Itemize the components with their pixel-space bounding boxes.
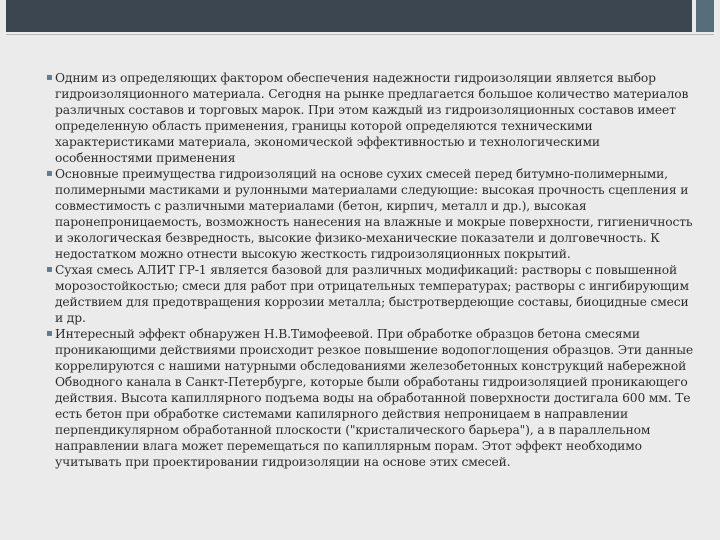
title-bar-divider (6, 34, 714, 35)
paragraph-3 (46, 262, 693, 326)
title-bar-accent (696, 0, 714, 32)
bullet-icon: ▪ (46, 72, 53, 83)
paragraph-text: Одним из определяющих фактором обеспечения надежности гидроизоляции является выбор гидроизоляционного материала. Сегодня на рынке предлагается большое количество материалов различных составов и торговых марок. При этом каждый из гидроизоляционных составов имеет определенную область применения, границы которой определяются техническими характеристиками материала, экономической эффективностью и технологическими особенностями применения (55, 71, 689, 165)
bullet-icon: ▪ (46, 264, 53, 275)
bullet-icon: ▪ (46, 328, 53, 339)
paragraph-text: Основные преимущества гидроизоляций на основе сухих смесей перед битумно-полимерными, полимерными мастиками и рулонными материалами следующие: высокая прочность сцепления и совместимость с различными материалами (бетон, кирпич, металл и др.), высокая паронепроницаемость, возможность нанесения на влажные и мокрые поверхности, гигиеничность и экологическая безвредность, высокие физико-механические показатели и долговечность. К недостатком можно отнести высокую жесткость гидроизоляционных покрытий. (55, 167, 693, 261)
bullet-icon: ▪ (46, 168, 53, 179)
paragraph-4 (46, 326, 693, 470)
paragraph-1 (46, 70, 693, 166)
slide-header-band (0, 0, 720, 36)
slide-title-bar (6, 0, 714, 32)
paragraph-text: Сухая смесь АЛИТ ГР-1 является базовой для различных модификаций: растворы с повышенной морозостойкостью; смеси для работ при отрицательных температурах; растворы с ингибирующим действием для предотвращения коррозии металла; быстротвердеющие составы, биоцидные смеси и др. (55, 263, 689, 325)
paragraph-text: Интересный эффект обнаружен Н.В.Тимофеевой. При обработке образцов бетона смесями проникающими действиями происходит резкое повышение водопоглощения образцов. Эти данные коррелируются с нашими натурными обследованиями железобетонных конструкций набережной Обводного канала в Санкт-Петербурге, которые были обработаны гидроизоляцией проникающего действия. Высота капиллярного подъема воды на обработанной поверхности достигала 600 мм. Те есть бетон при обработке системами капилярного действия непроницаем в направлении перпендикулярном обработанной плоскости ("кристалического барьера"), а в параллельном направлении влага может перемещаться по капиллярным порам. Этот эффект необходимо учитывать при проектировании гидроизоляции на основе этих смесей. (55, 327, 693, 469)
slide-body (46, 70, 693, 470)
paragraph-2 (46, 166, 693, 262)
